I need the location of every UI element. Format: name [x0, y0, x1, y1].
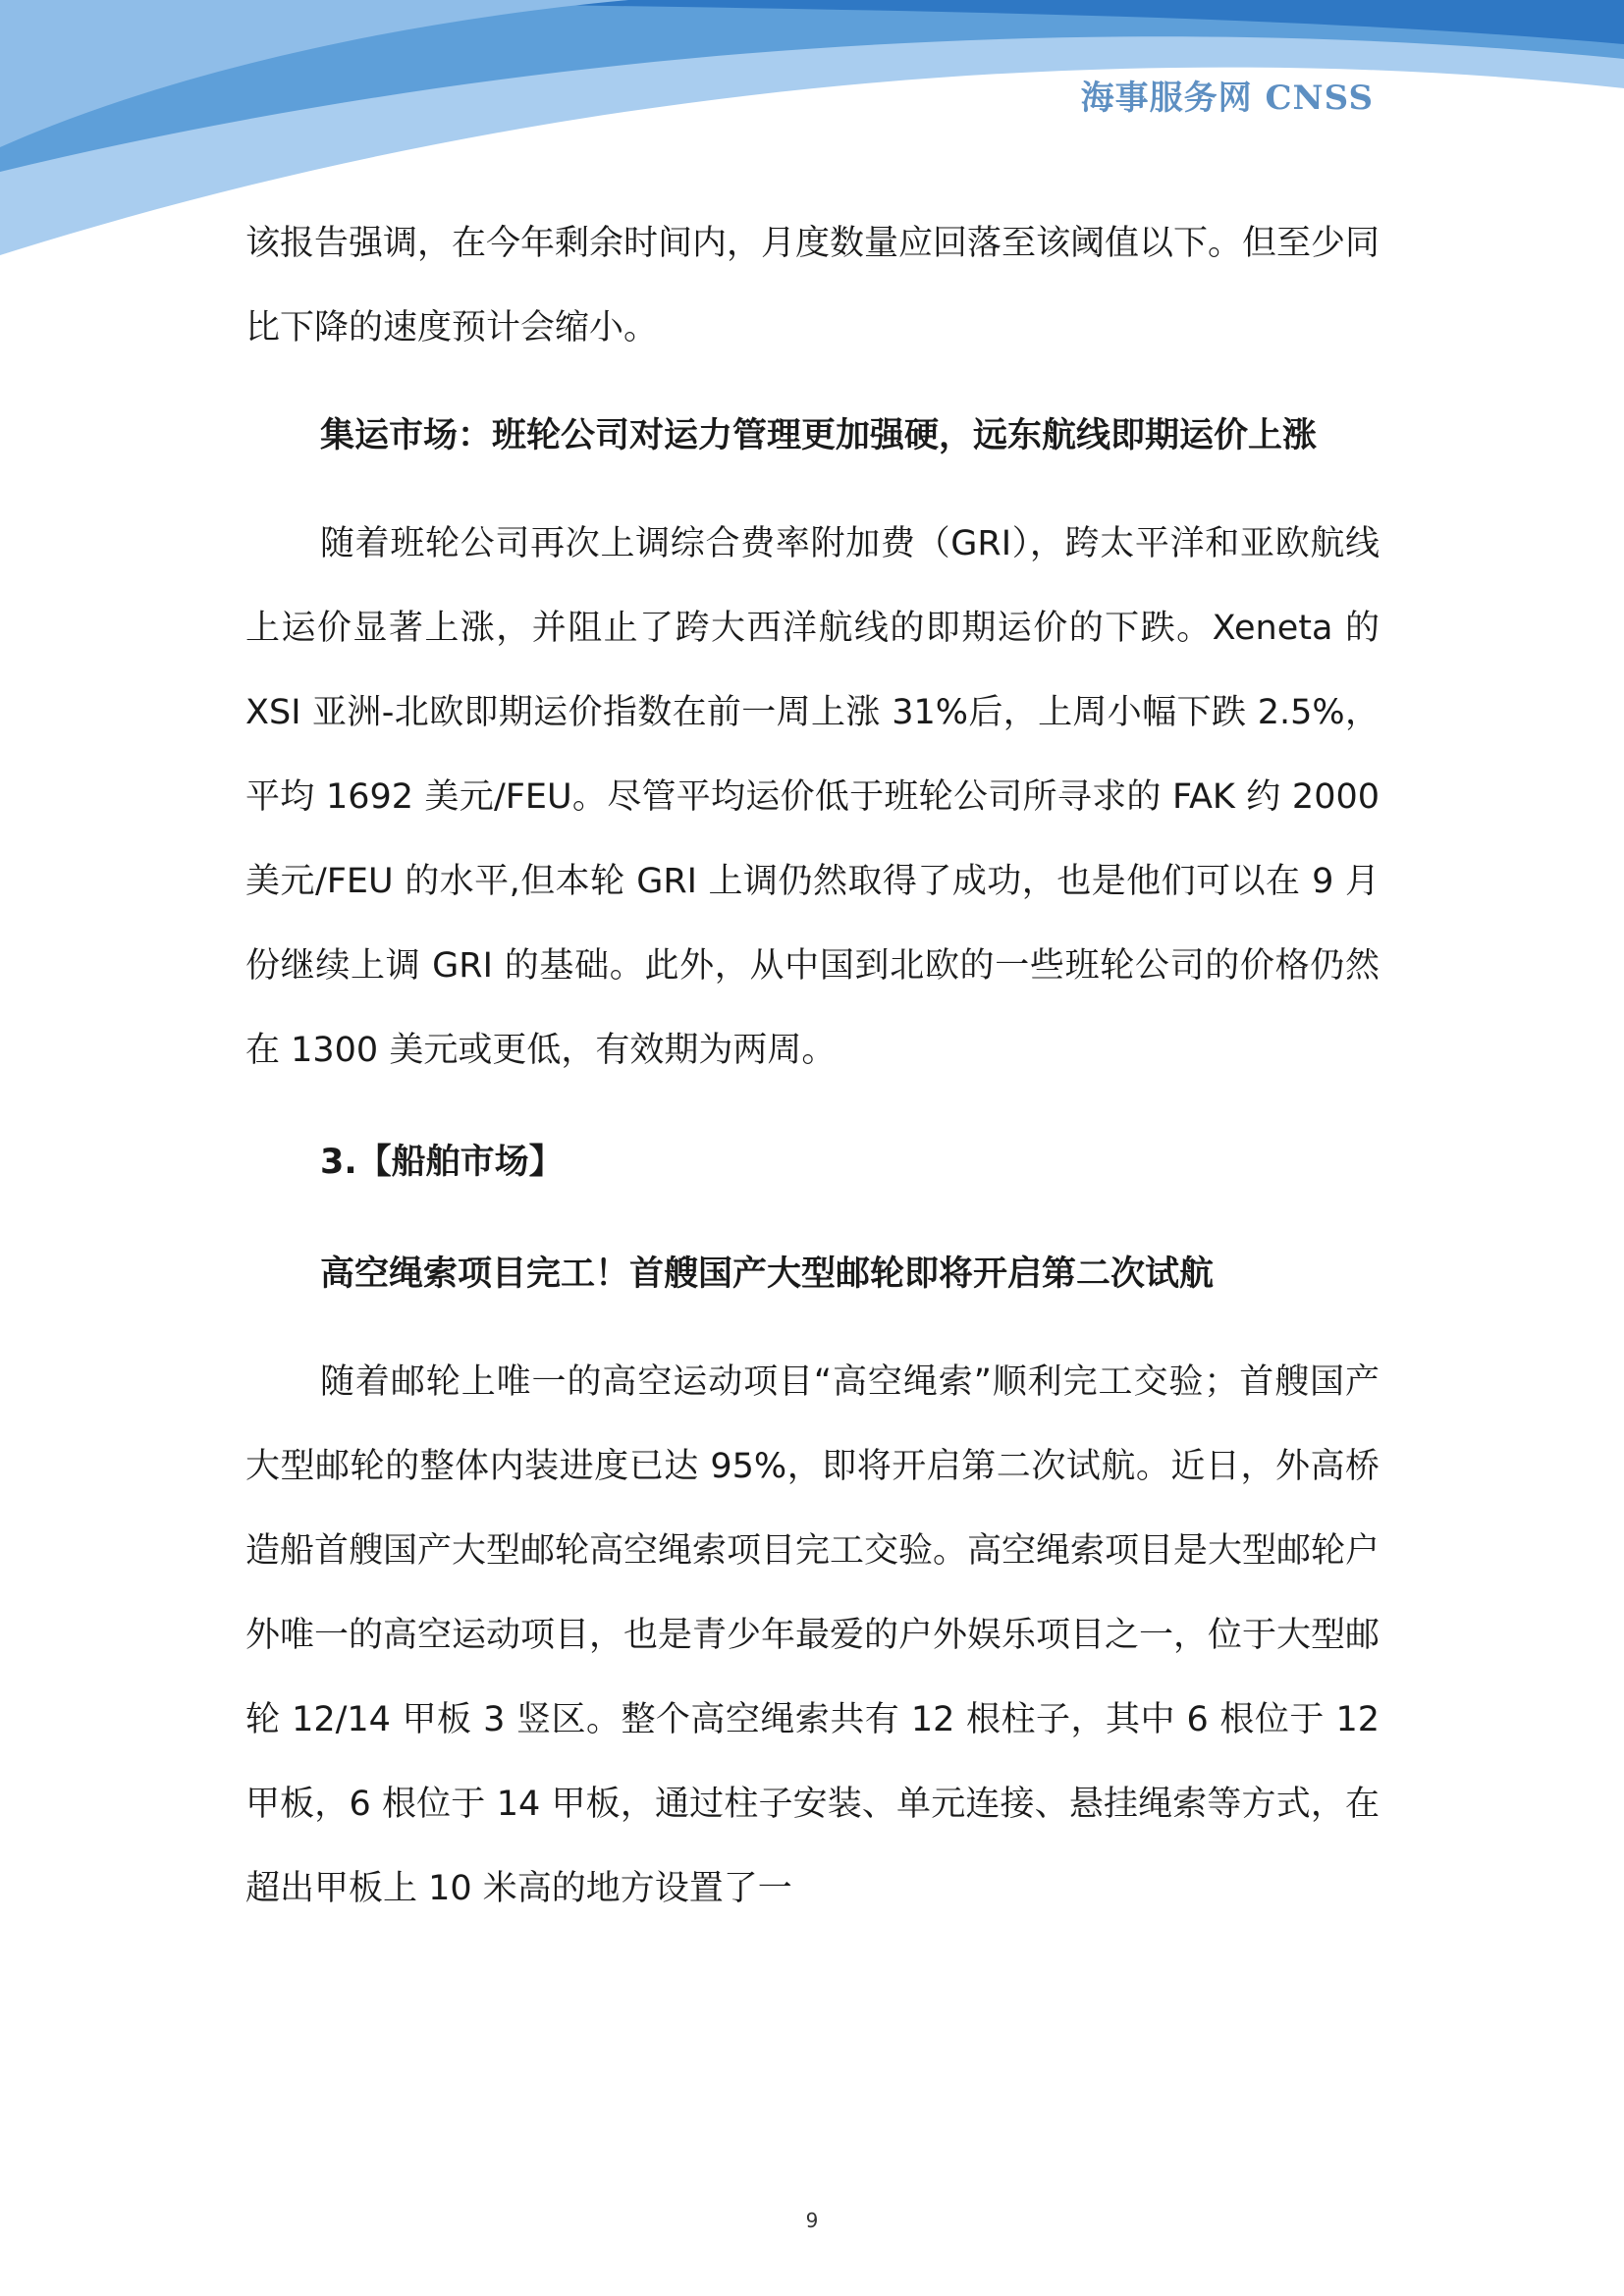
- brand-logo-text: 海事服务网 CNSS: [1080, 79, 1374, 118]
- paragraph-continuation: 该报告强调，在今年剩余时间内，月度数量应回落至该阈值以下。但至少同比下降的速度预计会缩小。: [245, 224, 1380, 347]
- heading-container-market: 集运市场：班轮公司对运力管理更加强硬，远东航线即期运价上涨: [320, 416, 1318, 455]
- article-body: [245, 201, 1380, 1931]
- paragraph-cruise-ship: 随着邮轮上唯一的高空运动项目“高空绳索”顺利完工交验；首艘国产大型邮轮的整体内装进度已达 95%，即将开启第二次试航。近日，外高桥造船首艘国产大型邮轮高空绳索项目完工交验。高空绳索项目是大型邮轮户外唯一的高空运动项目，也是青少年最爱的户外娱乐项目之一，位于大型邮轮 12/14 甲板 3 竖区。整个高空绳索共有 12 根柱子，其中 6 根位于 12 甲板，6 根位于 14 甲板，通过柱子安装、单元连接、悬挂绳索等方式，在超出甲板上 10 米高的地方设置了一: [245, 1362, 1380, 1908]
- section-title-ship-market: 3.【船舶市场】: [320, 1143, 564, 1182]
- paragraph-container-market: 随着班轮公司再次上调综合费率附加费（GRI），跨太平洋和亚欧航线上运价显著上涨，并阻止了跨大西洋航线的即期运价的下跌。Xeneta 的 XSI 亚洲-北欧即期运价指数在前一周上涨 31%后，上周小幅下跌 2.5%，平均 1692 美元/FEU。尽管平均运价低于班轮公司所寻求的 FAK 约 2000 美元/FEU 的水平,但本轮 GRI 上调仍然取得了成功，也是他们可以在 9 月份继续上调 GRI 的基础。此外，从中国到北欧的一些班轮公司的价格仍然在 1300 美元或更低，有效期为两周。: [245, 524, 1380, 1070]
- heading-cruise-ship: 高空绳索项目完工！首艘国产大型邮轮即将开启第二次试航: [320, 1255, 1215, 1294]
- page-number: 9: [805, 2209, 819, 2232]
